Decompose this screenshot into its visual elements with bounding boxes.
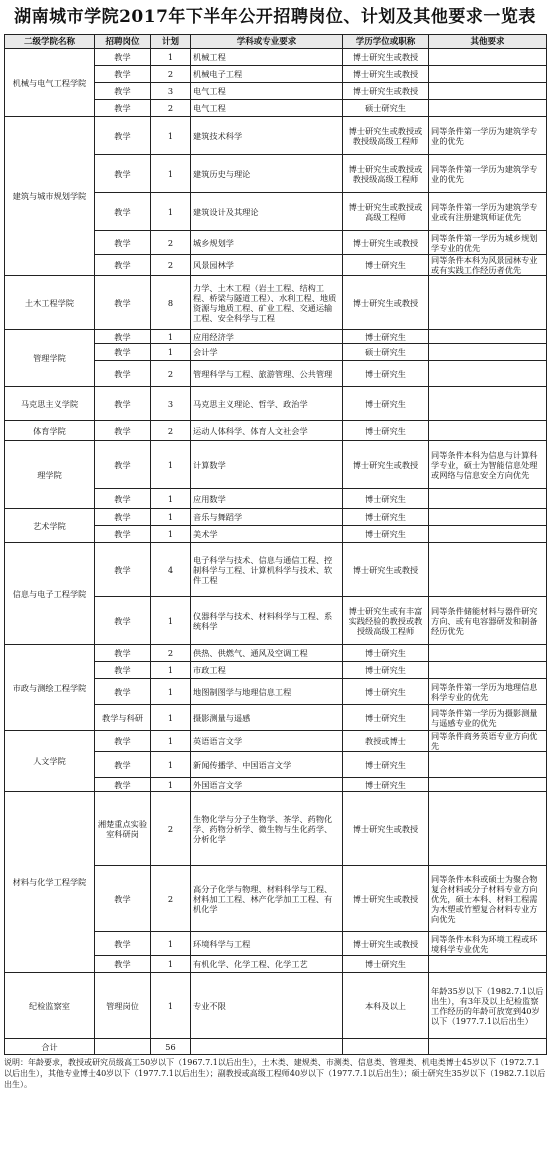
plan-count-cell: 2 (151, 421, 191, 441)
plan-count-cell: 1 (151, 193, 191, 231)
plan-count-cell: 1 (151, 679, 191, 705)
other-requirements-cell: 同等条件储能材料与器件研究方向、或有电容器研发和制备经历优先 (429, 597, 547, 645)
total-empty-cell (343, 1039, 429, 1055)
position-cell: 湘楚重点实验室科研岗 (95, 792, 151, 866)
degree-cell: 博士研究生 (343, 387, 429, 421)
major-cell: 市政工程 (191, 662, 343, 679)
major-cell: 仪器科学与技术、材料科学与工程、系统科学 (191, 597, 343, 645)
dept-cell: 机械与电气工程学院 (5, 49, 95, 117)
other-requirements-cell (429, 421, 547, 441)
position-cell: 教学 (95, 361, 151, 387)
other-requirements-cell: 同等条件本科为风景园林专业或有实践工作经历者优先 (429, 255, 547, 276)
table-row (5, 509, 547, 526)
major-cell: 摄影测量与遥感 (191, 705, 343, 731)
major-cell: 应用经济学 (191, 330, 343, 344)
degree-cell: 博士研究生 (343, 956, 429, 973)
degree-cell: 博士研究生 (343, 752, 429, 778)
degree-cell: 本科及以上 (343, 973, 429, 1039)
major-cell: 生物化学与分子生物学、茶学、药物化学、药物分析学、微生物与生化药学、分析化学 (191, 792, 343, 866)
other-requirements-cell: 年龄35岁以下（1982.7.1以后出生），有3年及以上纪检监察工作经历的年龄可放宽到40岁以下（1977.7.1以后出生） (429, 973, 547, 1039)
position-cell: 教学 (95, 489, 151, 509)
major-cell: 高分子化学与物理、材料科学与工程、材料加工工程、林产化学加工工程、有机化学 (191, 866, 343, 932)
header-position: 招聘岗位 (95, 35, 151, 49)
major-cell: 专业不限 (191, 973, 343, 1039)
plan-count-cell: 8 (151, 276, 191, 330)
degree-cell: 博士研究生或教授 (343, 866, 429, 932)
dept-cell: 土木工程学院 (5, 276, 95, 330)
degree-cell: 博士研究生或教授 (343, 543, 429, 597)
other-requirements-cell: 同等条件第一学历为城乡规划学专业的优先 (429, 231, 547, 255)
dept-cell: 建筑与城市规划学院 (5, 117, 95, 276)
degree-cell: 博士研究生 (343, 778, 429, 792)
plan-count-cell: 1 (151, 662, 191, 679)
plan-count-cell: 1 (151, 117, 191, 155)
major-cell: 有机化学、化学工程、化学工艺 (191, 956, 343, 973)
major-cell: 运动人体科学、体育人文社会学 (191, 421, 343, 441)
plan-count-cell: 3 (151, 387, 191, 421)
degree-cell: 博士研究生或教授或高级工程师 (343, 193, 429, 231)
degree-cell: 博士研究生或教授 (343, 276, 429, 330)
major-cell: 英语语言文学 (191, 731, 343, 752)
degree-cell: 博士研究生 (343, 705, 429, 731)
position-cell: 教学 (95, 441, 151, 489)
plan-count-cell: 2 (151, 866, 191, 932)
major-cell: 新闻传播学、中国语言文学 (191, 752, 343, 778)
degree-cell: 博士研究生或教授 (343, 441, 429, 489)
position-cell: 教学 (95, 100, 151, 117)
degree-cell: 博士研究生或有丰富实践经验的教授或教授级高级工程师 (343, 597, 429, 645)
position-cell: 教学 (95, 193, 151, 231)
table-row (5, 330, 547, 344)
plan-count-cell: 1 (151, 932, 191, 956)
plan-count-cell: 1 (151, 509, 191, 526)
position-cell: 教学与科研 (95, 705, 151, 731)
major-cell: 外国语言文学 (191, 778, 343, 792)
header-major: 学科或专业要求 (191, 35, 343, 49)
plan-count-cell: 1 (151, 752, 191, 778)
total-empty-cell (429, 1039, 547, 1055)
position-cell: 教学 (95, 387, 151, 421)
table-row (5, 276, 547, 330)
total-value: 56 (151, 1039, 191, 1055)
plan-count-cell: 1 (151, 155, 191, 193)
other-requirements-cell (429, 792, 547, 866)
plan-count-cell: 1 (151, 731, 191, 752)
page-title: 湖南城市学院2017年下半年公开招聘岗位、计划及其他要求一览表 (14, 7, 536, 27)
dept-cell: 管理学院 (5, 330, 95, 387)
plan-count-cell: 2 (151, 792, 191, 866)
other-requirements-cell (429, 752, 547, 778)
major-cell: 计算数学 (191, 441, 343, 489)
major-cell: 机械电子工程 (191, 66, 343, 83)
plan-count-cell: 1 (151, 526, 191, 543)
major-cell: 电气工程 (191, 83, 343, 100)
position-cell: 教学 (95, 49, 151, 66)
plan-count-cell: 1 (151, 330, 191, 344)
major-cell: 机械工程 (191, 49, 343, 66)
degree-cell: 博士研究生或教授 (343, 932, 429, 956)
major-cell: 音乐与舞蹈学 (191, 509, 343, 526)
other-requirements-cell: 同等条件本科为信息与计算科学专业，硕士为智能信息处理或网络与信息安全方向优先 (429, 441, 547, 489)
other-requirements-cell: 同等条件商务英语专业方向优先 (429, 731, 547, 752)
position-cell: 教学 (95, 956, 151, 973)
position-cell: 教学 (95, 778, 151, 792)
plan-count-cell: 1 (151, 49, 191, 66)
recruitment-table (4, 34, 547, 1055)
header-other: 其他要求 (429, 35, 547, 49)
dept-cell: 市政与测绘工程学院 (5, 645, 95, 731)
major-cell: 地图制图学与地理信息工程 (191, 679, 343, 705)
degree-cell: 博士研究生 (343, 509, 429, 526)
other-requirements-cell (429, 66, 547, 83)
major-cell: 电气工程 (191, 100, 343, 117)
total-row (5, 1039, 547, 1055)
position-cell: 教学 (95, 526, 151, 543)
dept-cell: 人文学院 (5, 731, 95, 792)
other-requirements-cell (429, 645, 547, 662)
degree-cell: 硕士研究生 (343, 100, 429, 117)
plan-count-cell: 1 (151, 956, 191, 973)
degree-cell: 博士研究生或教授 (343, 66, 429, 83)
other-requirements-cell: 同等条件本科或硕士为聚合物复合材料或分子材料专业方向优先，硕士本科、材料工程需为木塑或竹塑复合材料专业方向优先 (429, 866, 547, 932)
degree-cell: 博士研究生 (343, 489, 429, 509)
header-dept: 二级学院名称 (5, 35, 95, 49)
major-cell: 会计学 (191, 344, 343, 361)
position-cell: 教学 (95, 117, 151, 155)
degree-cell: 博士研究生 (343, 330, 429, 344)
position-cell: 教学 (95, 679, 151, 705)
other-requirements-cell: 同等条件第一学历为建筑学专业的优先 (429, 117, 547, 155)
table-row (5, 387, 547, 421)
dept-cell: 艺术学院 (5, 509, 95, 543)
position-cell: 教学 (95, 276, 151, 330)
other-requirements-cell (429, 83, 547, 100)
plan-count-cell: 1 (151, 344, 191, 361)
plan-count-cell: 2 (151, 100, 191, 117)
other-requirements-cell: 同等条件第一学历为建筑学专业或有注册建筑师证优先 (429, 193, 547, 231)
degree-cell: 博士研究生 (343, 361, 429, 387)
other-requirements-cell: 同等条件本科为环境工程或环境科学专业优先 (429, 932, 547, 956)
position-cell: 教学 (95, 932, 151, 956)
other-requirements-cell (429, 509, 547, 526)
plan-count-cell: 2 (151, 645, 191, 662)
degree-cell: 博士研究生 (343, 662, 429, 679)
dept-cell: 体育学院 (5, 421, 95, 441)
major-cell: 城乡规划学 (191, 231, 343, 255)
dept-cell: 信息与电子工程学院 (5, 543, 95, 645)
dept-cell: 材料与化学工程学院 (5, 792, 95, 973)
degree-cell: 博士研究生或教授 (343, 83, 429, 100)
other-requirements-cell (429, 526, 547, 543)
position-cell: 教学 (95, 662, 151, 679)
major-cell: 马克思主义理论、哲学、政治学 (191, 387, 343, 421)
plan-count-cell: 1 (151, 778, 191, 792)
degree-cell: 博士研究生 (343, 645, 429, 662)
major-cell: 管理科学与工程、旅游管理、公共管理 (191, 361, 343, 387)
table-row (5, 441, 547, 489)
degree-cell: 教授或博士 (343, 731, 429, 752)
position-cell: 教学 (95, 509, 151, 526)
table-row (5, 49, 547, 66)
footnote: 说明：年龄要求，教授或研究员级高工50岁以下（1967.7.1以后出生），土木类、建规类、市测类、信息类、管理类、机电类博士45岁以下（1972.7.1以后出生），其他专业博士40岁以下（1977.7.1以后出生）；副教授或高级工程师40岁以下（1977.7.1以后出生）；硕士研究生35岁以下（1982.7.1以后出生）。 (4, 1058, 546, 1089)
other-requirements-cell (429, 49, 547, 66)
degree-cell: 博士研究生或教授 (343, 49, 429, 66)
other-requirements-cell (429, 778, 547, 792)
major-cell: 力学、土木工程（岩土工程、结构工程、桥梁与隧道工程）、水利工程、地质资源与地质工程、矿业工程、交通运输工程、安全科学与工程 (191, 276, 343, 330)
other-requirements-cell (429, 344, 547, 361)
plan-count-cell: 1 (151, 441, 191, 489)
plan-count-cell: 1 (151, 973, 191, 1039)
major-cell: 环境科学与工程 (191, 932, 343, 956)
plan-count-cell: 2 (151, 361, 191, 387)
plan-count-cell: 4 (151, 543, 191, 597)
plan-count-cell: 2 (151, 66, 191, 83)
position-cell: 管理岗位 (95, 973, 151, 1039)
dept-cell: 纪检监察室 (5, 973, 95, 1039)
degree-cell: 博士研究生 (343, 421, 429, 441)
position-cell: 教学 (95, 231, 151, 255)
major-cell: 建筑设计及其理论 (191, 193, 343, 231)
other-requirements-cell: 同等条件第一学历为建筑学专业的优先 (429, 155, 547, 193)
other-requirements-cell (429, 276, 547, 330)
degree-cell: 博士研究生或教授或教授级高级工程师 (343, 117, 429, 155)
table-row (5, 731, 547, 752)
position-cell: 教学 (95, 421, 151, 441)
major-cell: 美术学 (191, 526, 343, 543)
degree-cell: 博士研究生 (343, 526, 429, 543)
position-cell: 教学 (95, 155, 151, 193)
table-row (5, 543, 547, 597)
total-empty-cell (95, 1039, 151, 1055)
major-cell: 应用数学 (191, 489, 343, 509)
total-label: 合计 (5, 1039, 95, 1055)
position-cell: 教学 (95, 330, 151, 344)
other-requirements-cell (429, 489, 547, 509)
position-cell: 教学 (95, 752, 151, 778)
major-cell: 电子科学与技术、信息与通信工程、控制科学与工程、计算机科学与技术、软件工程 (191, 543, 343, 597)
major-cell: 风景园林学 (191, 255, 343, 276)
other-requirements-cell (429, 330, 547, 344)
major-cell: 建筑历史与理论 (191, 155, 343, 193)
major-cell: 供热、供燃气、通风及空调工程 (191, 645, 343, 662)
other-requirements-cell (429, 662, 547, 679)
table-body (5, 49, 547, 1039)
position-cell: 教学 (95, 344, 151, 361)
degree-cell: 博士研究生 (343, 679, 429, 705)
table-row (5, 117, 547, 155)
degree-cell: 博士研究生或教授 (343, 792, 429, 866)
position-cell: 教学 (95, 645, 151, 662)
plan-count-cell: 1 (151, 489, 191, 509)
degree-cell: 博士研究生或教授或教授级高级工程师 (343, 155, 429, 193)
table-row (5, 645, 547, 662)
total-empty-cell (191, 1039, 343, 1055)
plan-count-cell: 2 (151, 255, 191, 276)
plan-count-cell: 1 (151, 597, 191, 645)
table-row (5, 973, 547, 1039)
other-requirements-cell: 同等条件第一学历为摄影测量与遥感专业的优先 (429, 705, 547, 731)
header-plan: 计划 (151, 35, 191, 49)
degree-cell: 博士研究生或教授 (343, 231, 429, 255)
header-degree: 学历学位或职称 (343, 35, 429, 49)
major-cell: 建筑技术科学 (191, 117, 343, 155)
table-row (5, 792, 547, 866)
position-cell: 教学 (95, 731, 151, 752)
plan-count-cell: 2 (151, 231, 191, 255)
plan-count-cell: 1 (151, 705, 191, 731)
position-cell: 教学 (95, 543, 151, 597)
table-row (5, 421, 547, 441)
other-requirements-cell (429, 387, 547, 421)
plan-count-cell: 3 (151, 83, 191, 100)
position-cell: 教学 (95, 597, 151, 645)
degree-cell: 硕士研究生 (343, 344, 429, 361)
dept-cell: 理学院 (5, 441, 95, 509)
other-requirements-cell (429, 100, 547, 117)
position-cell: 教学 (95, 866, 151, 932)
position-cell: 教学 (95, 255, 151, 276)
position-cell: 教学 (95, 83, 151, 100)
other-requirements-cell: 同等条件第一学历为地理信息科学专业的优先 (429, 679, 547, 705)
dept-cell: 马克思主义学院 (5, 387, 95, 421)
degree-cell: 博士研究生 (343, 255, 429, 276)
other-requirements-cell (429, 543, 547, 597)
other-requirements-cell (429, 956, 547, 973)
other-requirements-cell (429, 361, 547, 387)
table-header-row (5, 35, 547, 49)
position-cell: 教学 (95, 66, 151, 83)
